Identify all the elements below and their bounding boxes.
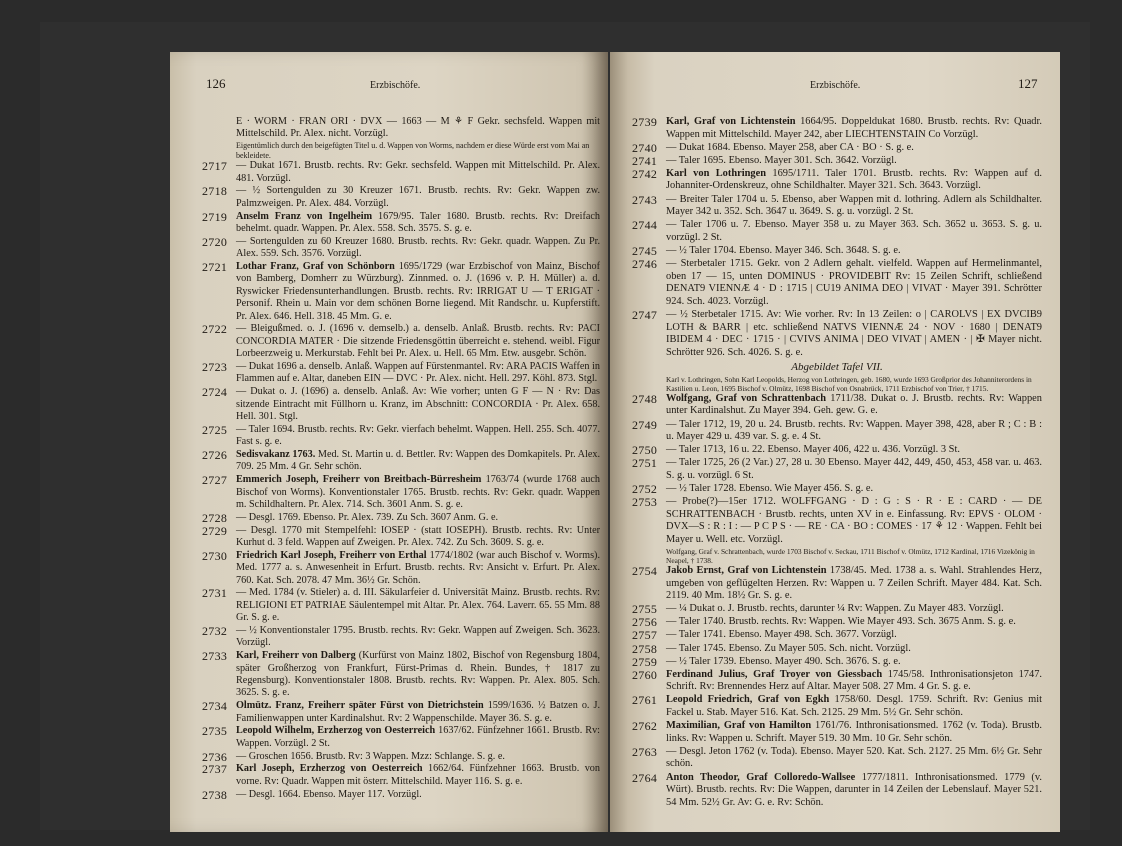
- catalog-entry: [202, 211, 600, 236]
- entry-text: — Probe(?)—15er 1712. WOLFFGANG · D : G : S · R · E : CARD · — DE SCHRATTENBACH · Brustb. rechts, unten XV in e. Einfassung. Rv: EPVS · OLOM · DVX—S : R : I : — P C P S · — RE · CA · BO : COMES · 17 ⚘ 12 · Wappen. Fehlt bei Mayer u. Well. etc. Vorzügl.: [666, 496, 1042, 545]
- entry-text: (Kurfürst von Mainz 1802, Bischof von Regensburg 1804, später Großherzog von Frankfurt, Fürst-Primas d. Rhein. Bundes, † 1817 zu Regensburg). Konventionstaler 1808. Brustb. rechts. Rv: Wappen. Pr. Alex. 805. Sch. 3625. S. g. e.: [236, 650, 600, 699]
- entry-text: — Taler 1713, 16 u. 22. Ebenso. Mayer 406, 422 u. 436. Vorzügl. 3 St.: [666, 444, 960, 456]
- entry-text: — ½ Taler 1739. Ebenso. Mayer 490. Sch. 3676. S. g. e.: [666, 655, 901, 667]
- catalog-entry: [632, 656, 1042, 669]
- entry-text: 1599/1636. ½ Batzen o. J. Familienwappen unter Kardinalshut. Rv: 2 Wappenschilde. Mayer 36. S. g. e.: [236, 700, 600, 724]
- entry-number: 2744: [632, 218, 658, 233]
- entry-heading: Olmütz. Franz, Freiherr später Fürst von Dietrichstein: [236, 700, 484, 712]
- right-page: [610, 52, 1060, 832]
- entry-text: — Dukat 1684. Ebenso. Mayer 258, aber CA · BO · S. g. e.: [666, 141, 914, 153]
- entry-heading: Emmerich Joseph, Freiherr von Breitbach-Bürresheim: [236, 474, 482, 486]
- entry-number: 2756: [632, 615, 658, 630]
- catalog-entry: [632, 483, 1042, 496]
- catalog-entry: [202, 763, 600, 788]
- catalog-entry: [202, 236, 600, 261]
- catalog-entry: [632, 565, 1042, 603]
- right-text-column: [632, 116, 1042, 810]
- entry-heading: Friedrich Karl Joseph, Freiherr von Erthal: [236, 549, 427, 561]
- catalog-entry: [202, 525, 600, 550]
- entry-text: 1711/38. Dukat o. J. Brustb. rechts. Rv: Wappen unter Kardinalshut. Zu Mayer 394. Geh. gew. G. e.: [666, 392, 1042, 417]
- entry-text: — Sortengulden zu 60 Kreuzer 1680. Brustb. rechts. Rv: Gekr. quadr. Wappen. Zu Pr. Alex. 559. Sch. 3576. Vorzügl.: [236, 235, 600, 260]
- catalog-entry: [202, 587, 600, 624]
- entry-text: — ½ Taler 1704. Ebenso. Mayer 346. Sch. 3648. S. g. e.: [666, 244, 901, 256]
- figure-caption: Abgebildet Tafel VII.: [791, 361, 883, 374]
- entry-text: — Desgl. Jeton 1762 (v. Toda). Ebenso. Mayer 520. Kat. Sch. 2127. 25 Mm. 6½ Gr. Sehr schön.: [666, 745, 1042, 770]
- entry-text: 1777/1811. Inthronisationsmed. 1779 (v. Würt). Brustb. rechts. Rv: Die Wappen, darunter in 14 Zeilen der Lebenslauf. Mayer 521. 54 Mm. 52½ Gr. Av: G. e. Rv: Schön.: [666, 771, 1042, 808]
- entry-text: — Taler 1695. Ebenso. Mayer 301. Sch. 3642. Vorzügl.: [666, 154, 897, 166]
- entry-heading: Karl, Freiherr von Dalberg: [236, 650, 356, 662]
- entry-number: 2724: [202, 385, 228, 400]
- left-page: [170, 52, 608, 832]
- catalog-entry: [632, 643, 1042, 656]
- entry-text: — Desgl. 1664. Ebenso. Mayer 117. Vorzügl.: [236, 788, 422, 800]
- entry-text: 1774/1802 (war auch Bischof v. Worms). Med. 1777 a. s. Anwesenheit in Erfurt. Brustb. rechts. Rv: Ansicht v. Erfurt. Pr. Alex. 760. Kat. Sch. 2078. 47 Mm. 36½ Gr. Schön.: [236, 549, 600, 586]
- catalog-entry: [632, 746, 1042, 771]
- page-number: 127: [1018, 76, 1038, 91]
- entry-number: 2741: [632, 153, 658, 168]
- entry-text: — Taler 1740. Brustb. rechts. Rv: Wappen. Wie Mayer 493. Sch. 3675 Anm. S. g. e.: [666, 616, 1016, 628]
- entry-number: 2749: [632, 417, 658, 432]
- catalog-entry: [202, 185, 600, 210]
- entry-text: 1695/1711. Taler 1701. Brustb. rechts. Rv: Wappen auf d. Johanniter-Ordenskreuz, ohne Schildhalter. Mayer 321. Sch. 3643. Vorzügl.: [666, 167, 1043, 192]
- entry-text: — ½ Sterbetaler 1715. Av: Wie vorher. Rv: In 13 Zeilen: o | CAROLVS | EX DVCIB9 LOTH & BARR | etc. schließend NATVS VIENNÆ 24 · NOV · 1680 | DENAT9 IBIDEM 4 · DEC · 1715 · | CVIVS ANIMA | DEO VIVAT | AMEN · | ✠ Mayer nicht. Schrötter 926. Sch. 4026. S. g. e.: [666, 308, 1042, 358]
- entry-text: 1695/1729 (war Erzbischof von Mainz, Bischof von Bamberg, Domherr zu Würzburg). Zinnmed. o. J. (1696 v. P. H. Müller) a. d. Ryswicker Friedensunterhandlungen. Brustb. rechts. Rv: IRRIGAT U — T ERIGAT · Personif. Rhein u. Main vor dem schönen Borne liegend. Mit Randschr. u. Kupferstift. Pr. Alex. 646. Hell. 318. 45 Mm. G. e.: [236, 261, 600, 322]
- entry-number: 2760: [632, 667, 658, 682]
- entry-number: 2728: [202, 510, 228, 525]
- entry-text: — ½ Konventionstaler 1795. Brustb. rechts. Rv: Gekr. Wappen auf Zweigen. Sch. 3623. Vorzügl.: [236, 625, 600, 649]
- entry-number: 2755: [632, 602, 658, 617]
- catalog-entry: [202, 261, 600, 323]
- entry-number: 2758: [632, 641, 658, 656]
- catalog-entry: [202, 361, 600, 386]
- entry-text: — Breiter Taler 1704 u. 5. Ebenso, aber Wappen mit d. lothring. Adlern als Schildhalter. Mayer 342 u. 352. Sch. 3647 u. 3649. S. g. u. vorzügl. 2 St.: [666, 193, 1042, 218]
- entry-number: 2739: [632, 115, 658, 129]
- running-head: Erzbischöfe.: [810, 80, 861, 91]
- catalog-entry: [632, 245, 1042, 258]
- entry-number: 2731: [202, 586, 228, 601]
- entry-heading: Wolfgang, Graf von Schrattenbach: [666, 392, 827, 404]
- entry-text: — Sterbetaler 1715. Gekr. von 2 Adlern gehalt. vielfeld. Wappen auf Hermelinmantel, oben 17 — 15, unten DOMINUS · PROVIDEBIT Rv: 15 Zeilen Schrift, schließend DENAT9 VIENNÆ 4 · D : 1715 | CU19 ANIMA DEO | VIVAT · Mayer 391. Schrötter 924. Sch. 4023. Vorzügl.: [666, 258, 1042, 307]
- entry-heading: Anton Theodor, Graf Colloredo-Wallsee: [666, 771, 856, 783]
- entry-heading: Leopold Wilhelm, Erzherzog von Oesterreich: [236, 725, 436, 737]
- entry-text: 1664/95. Doppeldukat 1680. Brustb. rechts. Rv: Quadr. Wappen mit Mittelschild. Mayer 242, aber LIECHTENSTAIN Co Vorzügl.: [666, 116, 1042, 140]
- catalog-entry: [632, 419, 1042, 444]
- entry-heading: Ferdinand Julius, Graf Troyer von Giessbach: [666, 668, 883, 680]
- catalog-entry: [202, 160, 600, 185]
- entry-text: 1738/45. Med. 1738 a. s. Wahl. Strahlendes Herz, umgeben von geflügelten Herzen. Rv: Wappen u. 7 Zeilen Schrift. Mayer 484. Kat. Sch. 2119. 40 Mm. 18½ Gr. S. g. e.: [666, 565, 1042, 602]
- entry-text: — Taler 1712, 19, 20 u. 24. Brustb. rechts. Rv: Wappen. Mayer 398, 428, aber R ; C : B : u. Mayer 429 u. 439 var. S. g. e. 4 St.: [666, 418, 1042, 443]
- entry-number: 2762: [632, 719, 658, 734]
- entry-text: — Bleigußmed. o. J. (1696 v. demselb.) a. denselb. Anlaß. Brustb. rechts. Rv: PACI CONCORDIA MATER · Die sitzende Friedensgöttin überreicht e. stehend. weibl. Figur Lorbeerzweig u. Merkurstab. Fehlt bei Pr. Alex. u. Hell. 65 Mm. Etw. ausgebr. Schön.: [236, 323, 600, 360]
- entry-number: 2738: [202, 787, 228, 802]
- entry-number: 2745: [632, 243, 658, 258]
- entry-heading: Sedisvakanz 1763.: [236, 448, 316, 460]
- entry-number: 2722: [202, 322, 228, 337]
- entry-number: 2743: [632, 192, 658, 207]
- entries-group-3: [632, 565, 1042, 809]
- entry-number: 2725: [202, 422, 228, 437]
- entry-number: 2723: [202, 359, 228, 374]
- entry-heading: Maximilian, Graf von Hamilton: [666, 720, 812, 732]
- catalog-entry: [632, 219, 1042, 244]
- catalog-entry: [632, 616, 1042, 629]
- catalog-entry: [202, 725, 600, 750]
- entry-heading: Leopold Friedrich, Graf von Egkh: [666, 694, 830, 706]
- entry-number: 2753: [632, 495, 658, 510]
- catalog-entry: [632, 168, 1042, 193]
- entry-number: 2757: [632, 628, 658, 643]
- entry-heading: Anselm Franz von Ingelheim: [236, 210, 373, 222]
- catalog-entry: [632, 603, 1042, 616]
- page-number: 126: [206, 76, 226, 91]
- catalog-entry: [202, 512, 600, 524]
- catalog-entry: [202, 751, 600, 763]
- catalog-entry: [632, 720, 1042, 745]
- left-text-column: [202, 116, 600, 802]
- catalog-entry: [632, 694, 1042, 719]
- entry-text: — Dukat 1696 a. denselb. Anlaß. Wappen auf Fürstenmantel. Rv: ARA PACIS Waffen in Flammen auf e. Altar, daneben EIN — DVC · Pr. Alex. nicht. Hell. 297. Köhl. 873. Stgl.: [236, 360, 600, 385]
- catalog-entry: [632, 155, 1042, 168]
- entry-text: 1758/60. Desgl. 1759. Schrift. Rv: Genius mit Fackel u. Stab. Mayer 516. Kat. Sch. 2125. 29 Mm. 5½ Gr. Sehr schön.: [666, 694, 1042, 719]
- catalog-entry: [632, 393, 1042, 418]
- entry-number: 2740: [632, 140, 658, 155]
- catalog-entry: [632, 444, 1042, 457]
- running-head: Erzbischöfe.: [370, 80, 421, 91]
- catalog-entry: [202, 424, 600, 449]
- entry-text: — Desgl. 1769. Ebenso. Pr. Alex. 739. Zu Sch. 3607 Anm. G. e.: [236, 511, 499, 523]
- entry-number: 2732: [202, 624, 228, 639]
- catalog-entry: [202, 789, 600, 801]
- entry-heading: Karl von Lothringen: [666, 167, 766, 179]
- entry-number: 2763: [632, 744, 658, 759]
- entry-text: — Desgl. 1770 mit Stempelfehl: IOSEP · (statt IOSEPH). Brustb. rechts. Rv: Unter Kurhut d. 3 feld. Wappen auf Zweigen. Pr. Alex. 742. Zu Sch. 3609. S. g. e.: [236, 524, 600, 548]
- intro-note: Eigentümlich durch den beigefügten Titel u. d. Wappen von Worms, nachdem er diese Würde erst vom Mai an bekleidete.: [236, 141, 590, 160]
- entry-number: 2748: [632, 391, 658, 406]
- entry-heading: Jakob Ernst, Graf von Lichtenstein: [666, 565, 827, 576]
- entry-text: — Dukat 1671. Brustb. rechts. Rv: Gekr. sechsfeld. Wappen mit Mittelschild. Pr. Alex. 481. Vorzügl.: [236, 160, 600, 184]
- entry-text: — Taler 1741. Ebenso. Mayer 498. Sch. 3677. Vorzügl.: [666, 629, 897, 641]
- entry-number: 2717: [202, 159, 228, 174]
- catalog-entry: [632, 116, 1042, 141]
- entry-heading: Karl, Graf von Lichtenstein: [666, 116, 796, 127]
- entry-heading: Lothar Franz, Graf von Schönborn: [236, 261, 395, 273]
- entry-number: 2759: [632, 654, 658, 669]
- entry-number: 2761: [632, 693, 658, 708]
- entry-note: Wolfgang, Graf v. Schrattenbach, wurde 1703 Bischof v. Seckau, 1711 Bischof v. Olmütz, 1712 Kardinal, 1716 Vizekönig in Neapel, † 1738.: [666, 547, 1035, 565]
- catalog-entry: [202, 625, 600, 650]
- entry-number: 2736: [202, 749, 228, 764]
- catalog-entry: [202, 550, 600, 587]
- entry-number: 2735: [202, 724, 228, 739]
- entry-text: 1763/74 (wurde 1768 auch Bischof von Worms). Konventionstaler 1765. Brustb. rechts. Rv: Gekr. quadr. Wappen m. Schildhaltern. Pr. Alex. 714. Sch. 3601 Anm. S. g. e.: [236, 474, 600, 510]
- entry-number: 2726: [202, 447, 228, 462]
- entry-text: — Taler 1725, 26 (2 Var.) 27, 28 u. 30 Ebenso. Mayer 442, 449, 450, 453, 458 var. u. 463. S. g. u. vorzügl. 6 St.: [666, 457, 1042, 481]
- catalog-entry: [632, 194, 1042, 219]
- catalog-entry: [202, 323, 600, 360]
- catalog-entry: [202, 449, 600, 474]
- entries-group-1: [632, 116, 1042, 359]
- entry-number: 2737: [202, 762, 228, 777]
- catalog-entry: [632, 669, 1042, 694]
- book-spread: [40, 22, 1090, 830]
- entry-number: 2747: [632, 307, 658, 322]
- entry-number: 2720: [202, 234, 228, 249]
- entry-text: — ½ Taler 1728. Ebenso. Wie Mayer 456. S. g. e.: [666, 483, 874, 495]
- entry-text: 1745/58. Inthronisationsjeton 1747. Schrift. Rv: Brennendes Herz auf Altar. Mayer 508. 27 Mm. 4 Gr. S. g. e.: [666, 668, 1042, 693]
- figure-note: Karl v. Lothringen, Sohn Karl Leopolds, Herzog von Lothringen, geb. 1680, wurde 1693 Großprior des Johanniterordens in Kastilien u. Leon, 1695 Bischof v. Olmütz, 1698 Bischof von Osnabrück, 1711 Erzbischof von Trier, † 1715.: [666, 374, 1032, 393]
- entry-heading: Karl Joseph, Erzherzog von Oesterreich: [236, 763, 423, 775]
- catalog-entry: [202, 474, 600, 511]
- catalog-entry: [202, 386, 600, 423]
- catalog-entry: [202, 650, 600, 699]
- entry-number: 2746: [632, 257, 658, 272]
- entry-number: 2750: [632, 443, 658, 458]
- entry-text: — Dukat o. J. (1696) a. denselb. Anlaß. Av: Wie vorher; unten G F — N · Rv: Das sitzende Eintracht mit Füllhorn u. Kranz, im Abschnitt: CONCORDIA · Pr. Alex. 658. Hell. 301. Stgl.: [236, 386, 600, 422]
- entry-number: 2729: [202, 523, 228, 538]
- entry-text: — Taler 1706 u. 7. Ebenso. Mayer 358 u. zu Mayer 363. Sch. 3652 u. 3653. S. g. u. vorzügl. 2 St.: [666, 219, 1042, 243]
- entry-text: Med. St. Martin u. d. Bettler. Rv: Wappen des Domkapitels. Pr. Alex. 709. 25 Mm. 4 Gr. Sehr schön.: [236, 448, 600, 473]
- catalog-entry: [632, 309, 1042, 359]
- catalog-entry: [632, 629, 1042, 642]
- intro-paragraph: E · WORM · FRAN ORI · DVX — 1663 — M ⚘ F Gekr. sechsfeld. Wappen mit Mittelschild. Pr. Alex. nicht. Vorzügl.: [236, 116, 600, 140]
- entry-text: — ½ Sortengulden zu 30 Kreuzer 1671. Brustb. rechts. Rv: Gekr. Wappen zw. Palmzweigen. Pr. Alex. 484. Vorzügl.: [236, 185, 600, 209]
- catalog-entry: [632, 496, 1042, 546]
- entry-text: — Taler 1694. Brustb. rechts. Rv: Gekr. vierfach behelmt. Wappen. Hell. 255. Sch. 4077. Fast s. g. e.: [236, 423, 600, 448]
- catalog-entry: [632, 457, 1042, 482]
- entry-text: 1637/62. Fünfzehner 1661. Brustb. Rv: Wappen. Vorzügl. 2 St.: [236, 725, 600, 749]
- entry-number: 2718: [202, 184, 228, 199]
- entry-number: 2733: [202, 649, 228, 664]
- entry-number: 2721: [202, 260, 228, 275]
- entry-number: 2754: [632, 564, 658, 578]
- entries-group-2: [632, 393, 1042, 547]
- entry-number: 2730: [202, 548, 228, 563]
- catalog-entry: [632, 772, 1042, 810]
- entry-text: — Taler 1745. Ebenso. Zu Mayer 505. Sch. nicht. Vorzügl.: [666, 642, 911, 654]
- entry-number: 2719: [202, 209, 228, 224]
- catalog-entry: [632, 142, 1042, 155]
- entry-number: 2764: [632, 770, 658, 785]
- catalog-entry: [202, 700, 600, 725]
- entry-number: 2742: [632, 166, 658, 181]
- catalog-entry: [632, 258, 1042, 308]
- entry-text: 1761/76. Inthronisationsmed. 1762 (v. Toda). Brustb. links. Rv: Wappen u. Schrift. Mayer 519. 30 Mm. 10 Gr. Sehr schön.: [666, 720, 1042, 744]
- entry-text: — Groschen 1656. Brustb. Rv: 3 Wappen. Mzz: Schlange. S. g. e.: [236, 750, 505, 762]
- entry-number: 2727: [202, 473, 228, 488]
- entry-number: 2752: [632, 482, 658, 497]
- entry-text: 1662/64. Fünfzehner 1663. Brustb. von vorne. Rv: Quadr. Wappen mit österr. Mittelschild. Mayer 116. S. g. e.: [236, 763, 600, 787]
- entry-number: 2751: [632, 456, 658, 471]
- entry-number: 2734: [202, 699, 228, 714]
- entry-text: 1679/95. Taler 1680. Brustb. rechts. Rv: Dreifach behelmt. quadr. Wappen. Pr. Alex. 558. Sch. 3575. S. g. e.: [236, 210, 600, 235]
- entry-text: — ¼ Dukat o. J. Brustb. rechts, darunter ¼ Rv: Wappen. Zu Mayer 483. Vorzügl.: [666, 603, 1004, 615]
- entry-text: — Med. 1784 (v. Stieler) a. d. III. Säkularfeier d. Universität Mainz. Brustb. rechts. Rv: RELIGIONI ET PATRIAE Säulentempel mit Altar. Pr. Alex. 764. Laverr. 65. 55 Mm. 88 Gr. S. g. e.: [236, 587, 600, 624]
